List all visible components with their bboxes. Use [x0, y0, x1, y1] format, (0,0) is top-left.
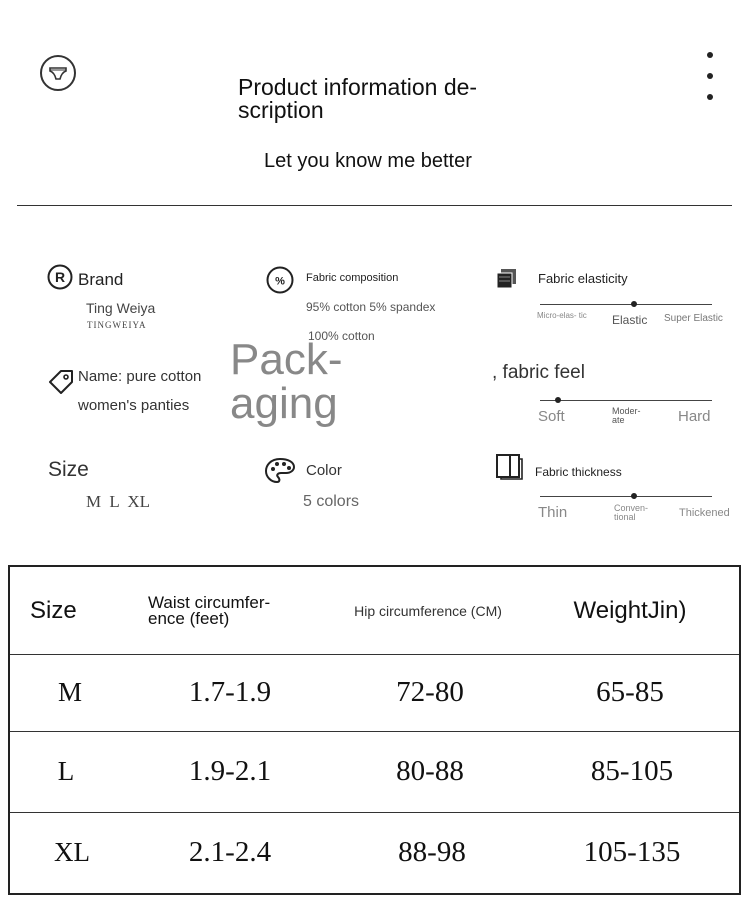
thickness-label: Fabric thickness	[535, 465, 622, 479]
fabric-value-1: 95% cotton 5% spandex	[306, 300, 436, 314]
table-header-row	[10, 567, 739, 655]
thickness-left-label: Thin	[538, 504, 568, 521]
color-label: Color	[306, 462, 342, 479]
brand-name: Ting Weiya	[86, 300, 156, 316]
table-cell-hip: 80-88	[396, 755, 464, 787]
table-row	[10, 654, 739, 732]
feel-left-label: Soft	[538, 408, 565, 425]
size-values: M L XL	[86, 492, 151, 511]
more-vertical-icon[interactable]	[700, 52, 720, 104]
feel-marker	[555, 397, 561, 403]
elasticity-left-label: Micro-elas- tic	[537, 311, 587, 320]
feel-label: , fabric feel	[492, 362, 585, 383]
elasticity-scale	[540, 304, 712, 305]
table-cell-hip: 72-80	[396, 676, 464, 708]
tag-icon	[46, 366, 76, 396]
thickness-marker	[631, 493, 637, 499]
page-title: Product information de- scription	[238, 74, 478, 123]
palette-icon	[264, 457, 296, 485]
table-cell-size: L	[57, 756, 75, 786]
table-cell-weight: 105-135	[583, 836, 681, 868]
packaging-watermark: Pack- aging	[230, 335, 343, 428]
table-row	[10, 812, 739, 893]
color-value: 5 colors	[303, 493, 360, 510]
feel-right-label: Hard	[678, 408, 711, 425]
brand-label: Brand	[78, 270, 124, 289]
table-header-waist: Waist circumfer- ence (feet)	[148, 592, 271, 628]
header-divider	[17, 205, 732, 206]
feel-scale	[540, 400, 712, 401]
fabric-label: Fabric composition	[306, 272, 399, 284]
registered-icon	[47, 264, 73, 290]
size-table	[8, 565, 741, 895]
thickness-scale	[540, 496, 712, 497]
underwear-logo-icon	[40, 55, 76, 91]
fabric-swatch-icon	[496, 268, 518, 290]
table-cell-weight: 65-85	[596, 676, 664, 708]
size-label: Size	[48, 458, 89, 481]
fabric-value-2: 100% cotton	[308, 329, 375, 343]
svg-text:R: R	[54, 269, 66, 285]
table-cell-waist: 2.1-2.4	[188, 836, 272, 868]
elasticity-right-label: Super Elastic	[664, 313, 723, 324]
thickness-mid-label: Conven- tional	[614, 503, 649, 522]
table-cell-weight: 85-105	[590, 755, 674, 787]
elasticity-marker	[631, 301, 637, 307]
name-line-2: women's panties	[78, 397, 190, 414]
elasticity-label: Fabric elasticity	[538, 271, 628, 286]
table-cell-waist: 1.9-2.1	[188, 755, 272, 787]
percent-icon	[266, 266, 294, 294]
svg-text:%: %	[275, 275, 285, 288]
thickness-right-label: Thickened	[679, 507, 730, 519]
table-cell-waist: 1.7-1.9	[188, 676, 272, 708]
table-cell-size: XL	[54, 837, 90, 867]
brand-name-caps: TINGWEIYA	[87, 320, 147, 330]
table-header-hip: Hip circumference (CM)	[354, 602, 502, 619]
name-line-1: Name: pure cotton	[78, 368, 202, 385]
book-icon	[496, 454, 524, 480]
table-cell-hip: 88-98	[398, 836, 466, 868]
feel-mid-label: Moder- ate	[612, 406, 641, 425]
table-header-size: Size	[30, 596, 77, 624]
elasticity-mid-label: Elastic	[612, 313, 648, 327]
table-row	[10, 731, 739, 813]
table-header-weight: WeightJin)	[573, 596, 687, 624]
table-cell-size: M	[57, 677, 82, 707]
page-subtitle: Let you know me better	[264, 150, 472, 172]
